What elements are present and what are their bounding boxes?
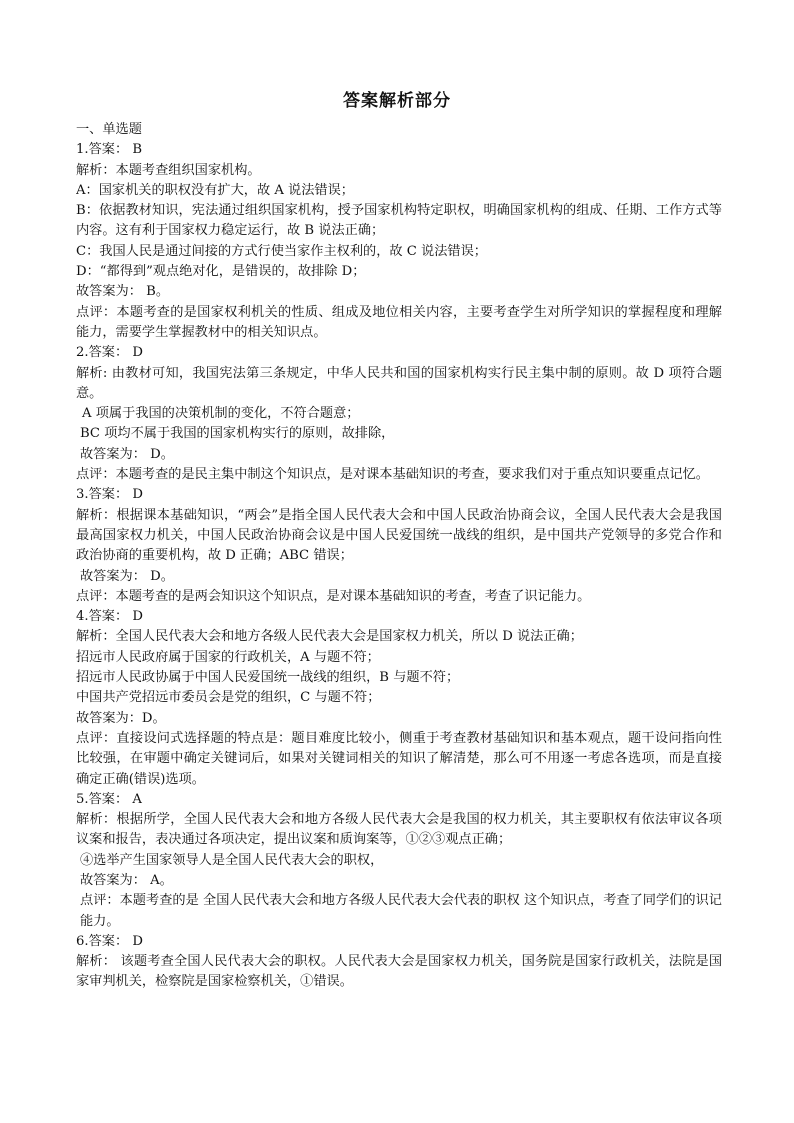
- text-line: 4.答案： D: [76, 609, 143, 625]
- text-line: 点评：直接设问式选择题的特点是：题目难度比较小，侧重于考查教材基础知识和基本观点，题干设问指向性比较强，在审题中确定关键词后，如果对关键词相关的知识了解清楚，那么可不用逐一考虑各选项，而是直接确定正确(错误)选项。: [76, 730, 722, 787]
- text-line: 解析：根据所学，全国人民代表大会和地方各级人民代表大会是我国的权力机关，其主要职权有依法审议各项议案和报告，表决通过各项决定，提出议案和质询案等，①②③观点正确；: [76, 812, 722, 848]
- text-line: 中国共产党招远市委员会是党的组织，C 与题不符；: [76, 690, 381, 706]
- text-line: 6.答案： D: [76, 933, 143, 949]
- text-line: 点评：本题考查的是 全国人民代表大会和地方各级人民代表大会代表的职权 这个知识点，考查了同学们的识记能力。: [80, 893, 722, 929]
- text-line: 故答案为： D。: [80, 568, 174, 584]
- text-line: 点评：本题考查的是民主集中制这个知识点，是对课本基础知识的考查，要求我们对于重点知识要重点记忆。: [76, 467, 709, 483]
- text-line: 解析： 该题考查全国人民代表大会的职权。人民代表大会是国家权力机关，国务院是国家行政机关，法院是国家审判机关，检察院是国家检察机关，①错误。: [76, 954, 722, 990]
- text-line: 解析: 由教材可知，我国宪法第三条规定，中华人民共和国的国家机构实行民主集中制的原则。故 D 项符合题意。: [76, 365, 722, 401]
- text-line: 一、单选题: [76, 122, 142, 137]
- text-line: 招远市人民政府属于国家的行政机关，A 与题不符；: [76, 649, 380, 665]
- text-line: BC 项均不属于我国的国家机构实行的原则，故排除，: [80, 426, 395, 442]
- page-title: 答案解析部分: [343, 91, 451, 111]
- text-line: 5.答案： A: [76, 791, 142, 807]
- text-line: 点评：本题考查的是两会知识这个知识点，是对课本基础知识的考查，考查了识记能力。: [76, 588, 591, 604]
- text-line: 解析：本题考查组织国家机构。: [76, 162, 261, 178]
- text-line: A：国家机关的职权没有扩大，故 A 说法错误；: [76, 182, 354, 198]
- text-line: B：依据教材知识，宪法通过组织国家机构，授予国家机构特定职权，明确国家机构的组成、任期、工作方式等内容。这有利于国家权力稳定运行，故 B 说法正确；: [76, 203, 722, 239]
- text-line: 故答案为：D。: [76, 710, 166, 726]
- text-line: A 项属于我国的决策机制的变化，不符合题意；: [82, 406, 360, 422]
- text-line: 1.答案： B: [76, 142, 143, 158]
- answer-analysis-content: [76, 120, 722, 993]
- text-line: 故答案为： A。: [80, 872, 173, 888]
- text-line: 故答案为： D。: [80, 446, 174, 462]
- text-line: 解析：全国人民代表大会和地方各级人民代表大会是国家权力机关，所以 D 说法正确；: [76, 629, 583, 645]
- text-line: 招远市人民政协属于中国人民爱国统一战线的组织，B 与题不符；: [76, 670, 460, 686]
- text-line: C：我国人民是通过间接的方式行使当家作主权利的，故 C 说法错误；: [76, 243, 487, 259]
- text-line: 解析：根据课本基础知识，“两会”是指全国人民代表大会和中国人民政治协商会议，全国人民代表大会是我国最高国家权力机关，中国人民政治协商会议是中国人民爱国统一战线的组织，是中国共产党领导的多党合作和政治协商的重要机构，故 D 正确；ABC 错误；: [76, 507, 722, 564]
- text-line: ④选举产生国家领导人是全国人民代表大会的职权，: [80, 852, 384, 868]
- text-line: 2.答案： D: [76, 345, 143, 361]
- text-line: 故答案为： B。: [76, 284, 170, 300]
- text-line: 点评：本题考查的是国家权利机关的性质、组成及地位相关内容，主要考查学生对所学知识的掌握程度和理解能力，需要学生掌握教材中的相关知识点。: [76, 304, 722, 340]
- text-line: D：“都得到”观点绝对化，是错误的，故排除 D；: [76, 264, 366, 280]
- text-line: 3.答案： D: [76, 487, 143, 503]
